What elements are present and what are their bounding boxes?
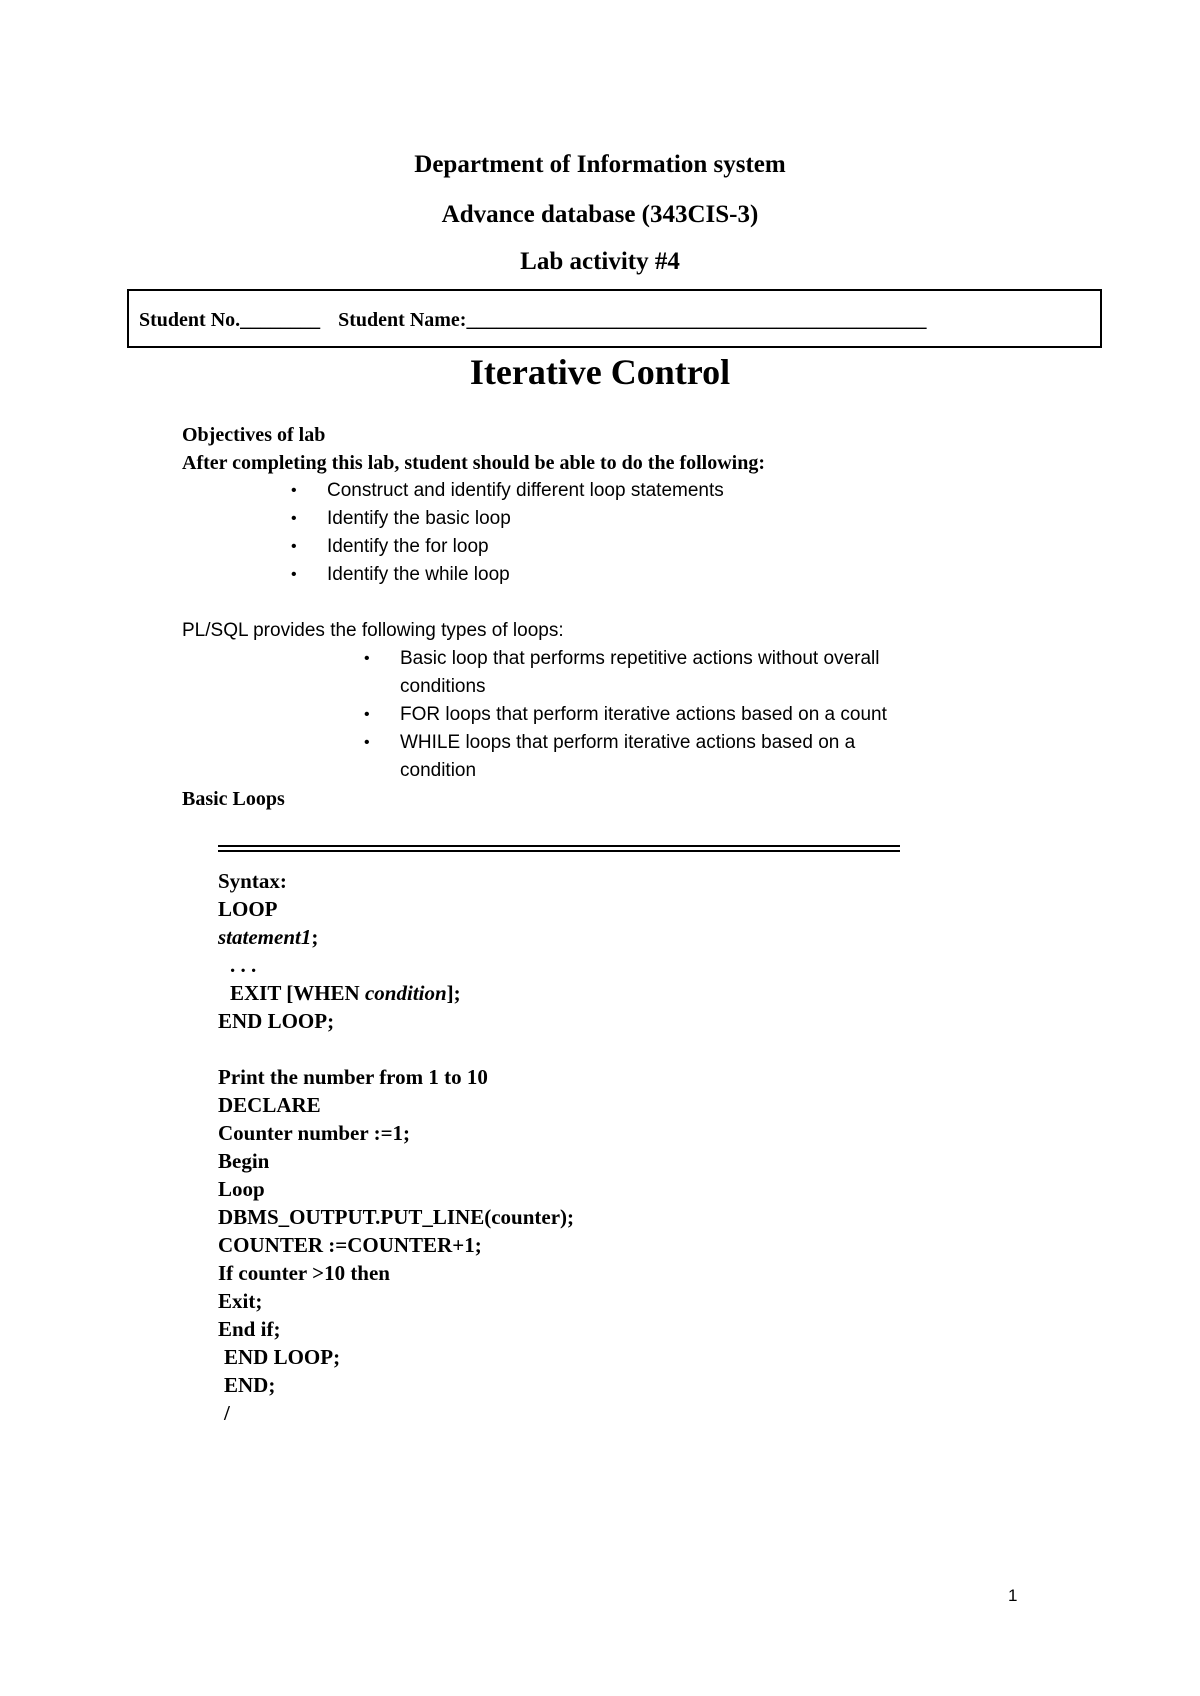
code-line: Begin xyxy=(218,1149,270,1173)
code-line: . . . xyxy=(230,953,257,977)
page-title: Iterative Control xyxy=(469,352,731,392)
code-line: If counter >10 then xyxy=(218,1261,390,1285)
objectives-heading: Objectives of lab xyxy=(182,424,326,446)
code-line: End if; xyxy=(218,1317,281,1341)
example-heading: Print the number from 1 to 10 xyxy=(218,1065,488,1089)
course-heading: Advance database (343CIS-3) xyxy=(441,201,759,228)
code-line: / xyxy=(224,1401,230,1425)
code-line: Exit; xyxy=(218,1289,263,1313)
list-item: • Basic loop that performs repetitive actions without overall xyxy=(400,645,887,673)
loops-intro-text: PL/SQL provides the following types of loops: xyxy=(182,620,564,641)
bullet-icon: • xyxy=(364,706,370,723)
code-line: END LOOP; xyxy=(224,1345,341,1369)
objectives-list xyxy=(291,477,724,589)
list-item: • Identify the basic loop xyxy=(327,505,724,533)
code-line: END; xyxy=(224,1373,276,1397)
code-line: statement1; xyxy=(218,925,319,949)
student-info-box xyxy=(127,289,1102,348)
bullet-icon: • xyxy=(291,538,297,555)
list-item-continuation: conditions xyxy=(400,676,486,697)
loop-types-list xyxy=(364,645,887,785)
bullet-icon: • xyxy=(291,566,297,583)
basic-loops-heading: Basic Loops xyxy=(182,788,285,810)
department-heading: Department of Information system xyxy=(414,151,786,178)
bullet-icon: • xyxy=(291,482,297,499)
list-item: • WHILE loops that perform iterative actions based on a xyxy=(400,729,887,757)
student-name-field: Student Name:______________________________________________ xyxy=(338,309,927,331)
code-line: DBMS_OUTPUT.PUT_LINE(counter); xyxy=(218,1205,575,1229)
syntax-block xyxy=(218,867,574,1427)
code-line: EXIT [WHEN condition]; xyxy=(230,981,461,1005)
activity-heading: Lab activity #4 xyxy=(520,248,680,275)
list-item: • Identify the for loop xyxy=(327,533,724,561)
code-line: LOOP xyxy=(218,897,278,921)
bullet-icon: • xyxy=(364,734,370,751)
code-line: COUNTER :=COUNTER+1; xyxy=(218,1233,482,1257)
list-item-continuation: condition xyxy=(400,760,477,781)
student-info-row xyxy=(139,308,926,332)
list-item: • FOR loops that perform iterative actions based on a count xyxy=(400,701,887,729)
code-line: Counter number :=1; xyxy=(218,1121,411,1145)
student-no-field: Student No.________ xyxy=(139,309,321,331)
objectives-intro: After completing this lab, student should be able to do the following: xyxy=(182,452,766,474)
code-line: DECLARE xyxy=(218,1093,321,1117)
double-rule-divider xyxy=(218,845,900,852)
list-item: • Identify the while loop xyxy=(327,561,724,589)
blank-line xyxy=(218,1035,574,1063)
code-line: END LOOP; xyxy=(218,1009,335,1033)
page-number: 1 xyxy=(1008,1586,1018,1605)
bullet-icon: • xyxy=(364,650,370,667)
bullet-icon: • xyxy=(291,510,297,527)
list-item: • Construct and identify different loop statements xyxy=(327,477,724,505)
syntax-label: Syntax: xyxy=(218,869,287,893)
code-line: Loop xyxy=(218,1177,265,1201)
